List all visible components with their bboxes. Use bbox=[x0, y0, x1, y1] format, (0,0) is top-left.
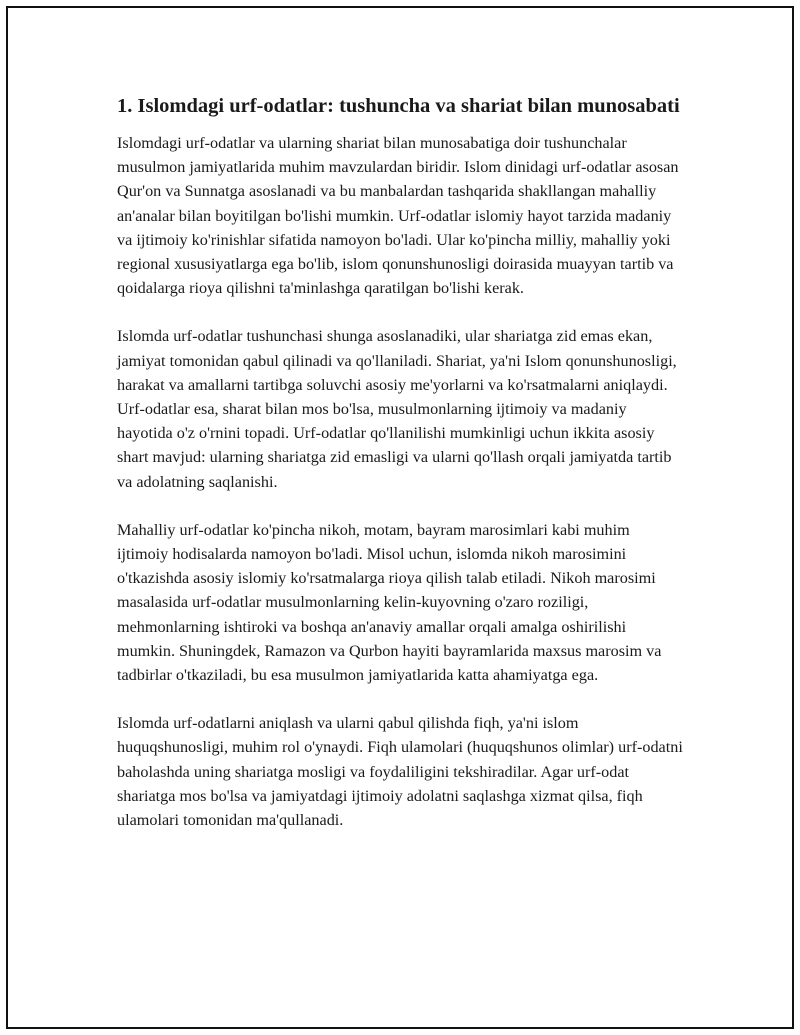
document-body bbox=[117, 92, 683, 856]
paragraph-4: Islomda urf-odatlarni aniqlash va ularni qabul qilishda fiqh, ya'ni islom huquqshunosligi, muhim rol o'ynaydi. Fiqh ulamolari (huquqshunos olimlar) urf-odatni baholashda uning shariatga mosligi va foydaliligini tekshiradilar. Agar urf-odat shariatga mos bo'lsa va jamiyatdagi ijtimoiy adolatni saqlashga xizmat qilsa, fiqh ulamolari tomonidan ma'qullanadi. bbox=[117, 714, 683, 830]
paragraph-3: Mahalliy urf-odatlar ko'pincha nikoh, motam, bayram marosimlari kabi muhim ijtimoiy hodisalarda namoyon bo'ladi. Misol uchun, islomda nikoh marosimini o'tkazishda asosiy islomiy ko'rsatmalarga rioya qilish talab etiladi. Nikoh marosimi masalasida urf-odatlar musulmonlarning kelin-kuyovning o'zaro roziligi, mehmonlarning ishtiroki va boshqa an'anaviy amallar orqali amalga oshirilishi mumkin. Shuningdek, Ramazon va Qurbon hayiti bayramlarida maxsus marosim va tadbirlar o'tkaziladi, bu esa musulmon jamiyatlarida katta ahamiyatga ega. bbox=[117, 520, 662, 685]
paragraph-2: Islomda urf-odatlar tushunchasi shunga asoslanadiki, ular shariatga zid emas ekan, jamiyat tomonidan qabul qilinadi va qo'llaniladi. Shariat, ya'ni Islom qonunshunosligi, harakat va amallarni tartibga soluvchi asosiy me'yorlarni va ko'rsatmalarni aniqlaydi. Urf-odatlar esa, sharat bilan mos bo'lsa, musulmonlarning ijtimoiy va madaniy hayotida o'z o'rnini topadi. Urf-odatlar qo'llanilishi mumkinligi uchun ikkita asosiy shart mavjud: ularning shariatga zid emasligi va ularni qo'llash orqali jamiyatda tartib va adolatning saqlanishi. bbox=[117, 327, 677, 491]
section-heading: 1. Islomdagi urf-odatlar: tushuncha va shariat bilan munosabati bbox=[117, 95, 680, 117]
paragraph-1: Islomdagi urf-odatlar va ularning shariat bilan munosabatiga doir tushunchalar musulmon jamiyatlarida muhim mavzulardan biridir. Islom dinidagi urf-odatlar asosan Qur'on va Sunnatga asoslanadi va bu manbalardan tashqarida shakllangan mahalliy an'analar bilan boyitilgan bo'lishi mumkin. Urf-odatlar islomiy hayot tarzida madaniy va ijtimoiy ko'rinishlar sifatida namoyon bo'ladi. Ular ko'pincha milliy, mahalliy yoki regional xususiyatlarga ega bo'lib, islom qonunshunosligi doirasida muayyan tartib va qoidalarga rioya qilishni ta'minlashga qaratilgan bo'lishi kerak. bbox=[117, 134, 679, 298]
